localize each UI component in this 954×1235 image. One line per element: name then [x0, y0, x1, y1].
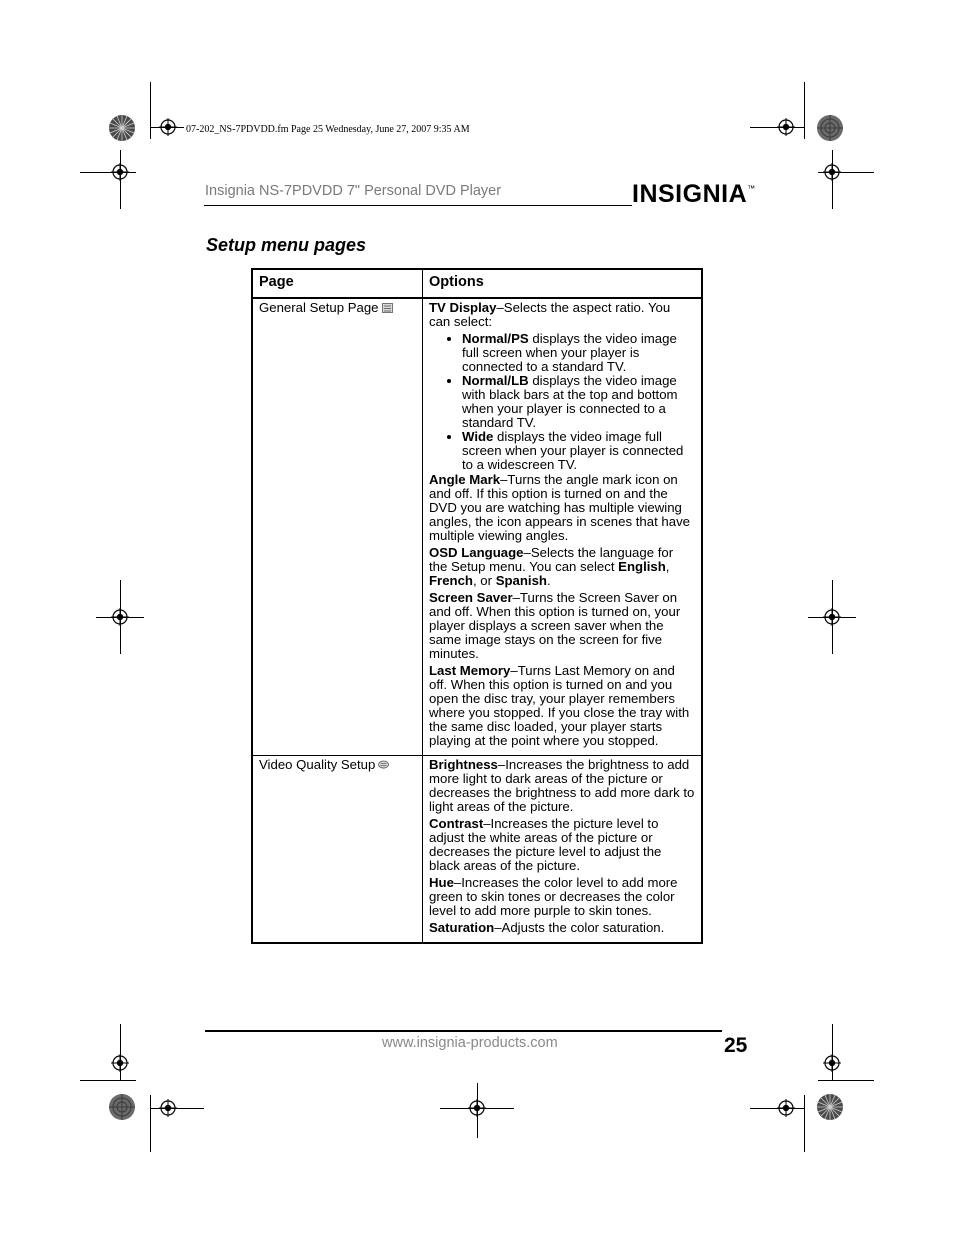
section-title: Setup menu pages	[206, 235, 367, 255]
page-name: Video Quality Setup	[259, 757, 376, 772]
registration-crosshair-icon	[468, 1099, 486, 1117]
choice-label: Normal/PS	[462, 331, 529, 346]
setup-menu-table	[251, 268, 703, 944]
separator: , or	[472, 573, 496, 588]
color-registration-rosette-icon	[816, 114, 844, 142]
registration-crosshair-icon	[823, 163, 841, 181]
option-label: Screen Saver	[429, 590, 513, 605]
color-registration-rosette-icon	[816, 1093, 844, 1121]
column-header-page: Page	[252, 269, 423, 298]
trademark-mark: ™	[747, 184, 756, 193]
list-item	[462, 430, 695, 472]
language-english: English	[618, 559, 666, 574]
print-slug: 07-202_NS-7PDVDD.fm Page 25 Wednesday, June 27, 2007 9:35 AM	[186, 124, 470, 135]
page-cell-general-setup	[252, 298, 423, 756]
language-french: French	[429, 573, 473, 588]
table-row	[252, 756, 702, 944]
option-contrast	[429, 817, 695, 873]
option-text: –Increases the color level to add more green to skin tones or decreases the color level to add more purple to skin tones.	[429, 875, 678, 918]
option-label: Brightness	[429, 757, 498, 772]
video-quality-icon	[378, 760, 389, 770]
option-hue	[429, 876, 695, 918]
brand-logo-text: INSIGNIA	[632, 180, 748, 208]
choice-text: displays the video image with black bars at the top and bottom when your player is connected to a standard TV.	[462, 373, 678, 430]
option-text: –Turns the angle mark icon on and off. If this option is turned on and the DVD you are watching has multiple viewing angles, the icon appears in scenes that have multiple viewing angles.	[429, 472, 690, 543]
table-row	[252, 298, 702, 756]
list-item	[462, 374, 695, 430]
footer-url: www.insignia-products.com	[382, 1035, 558, 1051]
option-angle-mark	[429, 473, 695, 543]
separator: .	[546, 573, 551, 588]
option-label: Contrast	[429, 816, 484, 831]
color-registration-rosette-icon	[108, 114, 136, 142]
footer-rule	[205, 1030, 722, 1032]
option-osd-language	[429, 546, 695, 588]
option-tv-display	[429, 301, 695, 329]
option-screen-saver	[429, 591, 695, 661]
separator: ,	[665, 559, 670, 574]
option-text: –Selects the aspect ratio. You can select:	[429, 300, 671, 329]
option-label: Hue	[429, 875, 454, 890]
table-header-row	[252, 269, 702, 298]
page-name: General Setup Page	[259, 300, 379, 315]
registration-crosshair-icon	[777, 118, 795, 136]
registration-crosshair-icon	[823, 1054, 841, 1072]
option-text: –Increases the brightness to add more light to dark areas of the picture or decreases the brightness to add more dark to light areas of the picture.	[429, 757, 695, 814]
tv-display-choices	[429, 332, 695, 472]
option-label: OSD Language	[429, 545, 524, 560]
option-saturation	[429, 921, 695, 935]
option-last-memory	[429, 664, 695, 748]
choice-label: Normal/LB	[462, 373, 529, 388]
option-text: –Increases the picture level to adjust the white areas of the picture or decreases the picture level to adjust the black areas of the picture.	[429, 816, 662, 873]
choice-label: Wide	[462, 429, 494, 444]
option-text: –Adjusts the color saturation.	[494, 920, 665, 935]
option-brightness	[429, 758, 695, 814]
option-text: –Selects the language for the Setup menu. You can select	[429, 545, 674, 574]
language-spanish: Spanish	[495, 573, 547, 588]
page-cell-video-quality	[252, 756, 423, 944]
brand-logo	[632, 180, 756, 209]
registration-crosshair-icon	[111, 1054, 129, 1072]
choice-text: displays the video image full screen when your player is connected to a standard TV.	[462, 331, 677, 374]
column-header-options: Options	[423, 269, 703, 298]
header-rule	[204, 205, 632, 206]
options-cell-general-setup	[423, 298, 703, 756]
page-number: 25	[724, 1034, 748, 1057]
choice-text: displays the video image full screen when your player is connected to a widescreen TV.	[462, 429, 684, 472]
registration-crosshair-icon	[823, 608, 841, 626]
options-cell-video-quality	[423, 756, 703, 944]
list-item	[462, 332, 695, 374]
option-label: Angle Mark	[429, 472, 501, 487]
general-setup-icon	[382, 303, 393, 313]
registration-crosshair-icon	[111, 163, 129, 181]
running-head-title: Insignia NS-7PDVDD 7" Personal DVD Player	[205, 183, 502, 199]
color-registration-rosette-icon	[108, 1093, 136, 1121]
registration-crosshair-icon	[777, 1099, 795, 1117]
option-label: Saturation	[429, 920, 495, 935]
option-label: Last Memory	[429, 663, 511, 678]
registration-crosshair-icon	[111, 608, 129, 626]
option-text: –Turns the Screen Saver on and off. When this option is turned on, your player displays a screen saver when the same image stays on the screen for five minutes.	[429, 590, 681, 661]
registration-crosshair-icon	[159, 118, 177, 136]
registration-crosshair-icon	[159, 1099, 177, 1117]
option-label: TV Display	[429, 300, 497, 315]
option-text: –Turns Last Memory on and off. When this option is turned on and you open the disc tray, your player remembers where you stopped. If you close the tray with the same disc loaded, your player starts playing at the point where you stopped.	[429, 663, 690, 748]
